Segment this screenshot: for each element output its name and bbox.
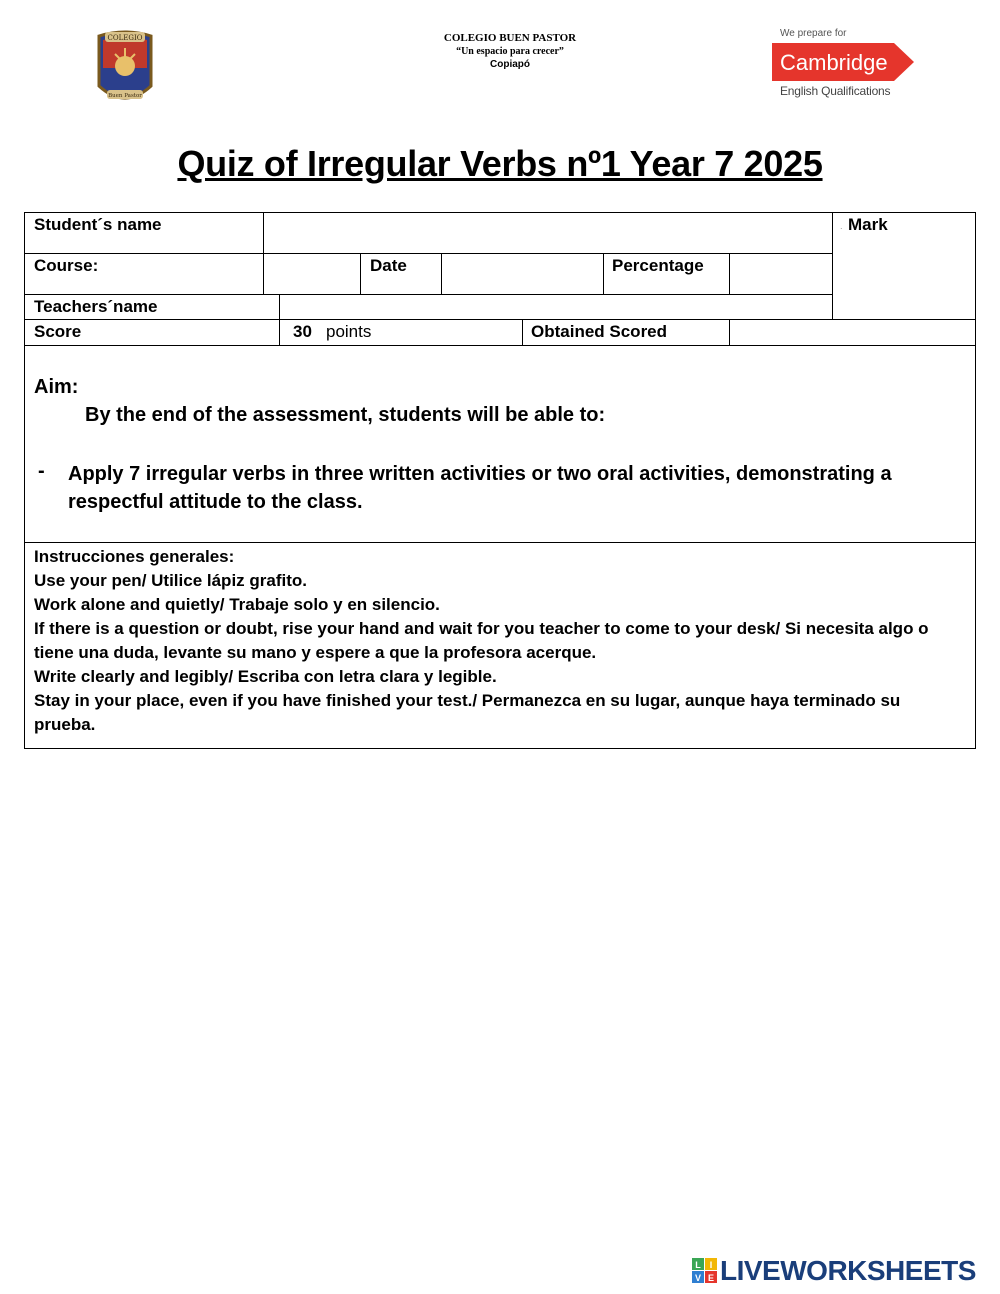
school-motto: “Un espacio para crecer” bbox=[456, 46, 564, 57]
school-crest-logo bbox=[95, 28, 155, 108]
info-col-divider bbox=[441, 253, 442, 294]
course-field[interactable] bbox=[266, 256, 358, 292]
mark-label: Mark bbox=[848, 215, 888, 234]
student-name-field[interactable] bbox=[266, 215, 830, 251]
svg-text:E: E bbox=[707, 1273, 715, 1283]
info-col-divider bbox=[729, 319, 730, 345]
liveworksheets-text: LIVEWORKSHEETS bbox=[720, 1255, 976, 1286]
student-name-label: Student´s name bbox=[34, 215, 162, 234]
instruction-line: If there is a question or doubt, rise your hand and wait for you teacher to come to your desk/ Si necesita algo o tiene una duda, levante su mano y espere a que la profesora acerque. bbox=[34, 619, 929, 662]
info-row-divider bbox=[24, 319, 976, 320]
instructions-title: Instrucciones generales: bbox=[34, 547, 235, 566]
instruction-line: Use your pen/ Utilice lápiz grafito. bbox=[34, 571, 307, 590]
info-col-divider bbox=[263, 212, 264, 294]
info-row-divider bbox=[24, 294, 833, 295]
svg-text:L: L bbox=[695, 1260, 701, 1270]
date-field[interactable] bbox=[444, 256, 601, 292]
score-value: 30 bbox=[293, 322, 312, 341]
aim-bullet: - bbox=[38, 460, 45, 482]
cambridge-logo bbox=[772, 28, 922, 100]
school-city: Copiapó bbox=[490, 59, 530, 70]
cambridge-qualifications-text: English Qualifications bbox=[780, 84, 891, 98]
obtained-score-field[interactable] bbox=[732, 322, 974, 344]
aim-intro: By the end of the assessment, students will be able to: bbox=[85, 404, 606, 426]
svg-text:Cambridge: Cambridge bbox=[780, 50, 888, 75]
info-col-divider bbox=[360, 253, 361, 294]
school-name: COLEGIO BUEN PASTOR bbox=[443, 32, 577, 44]
cambridge-prepare-text: We prepare for bbox=[780, 28, 847, 39]
svg-text:V: V bbox=[694, 1273, 702, 1283]
date-label: Date bbox=[370, 256, 407, 275]
percentage-field[interactable] bbox=[732, 256, 830, 292]
liveworksheets-icon bbox=[692, 1258, 718, 1284]
svg-text:I: I bbox=[709, 1260, 713, 1270]
aim-title: Aim: bbox=[34, 376, 79, 398]
school-header bbox=[400, 32, 620, 71]
score-label: Score bbox=[34, 322, 82, 341]
course-label: Course: bbox=[34, 256, 99, 275]
svg-text:Buen Pastor: Buen Pastor bbox=[108, 93, 142, 99]
mark-dot: . bbox=[840, 222, 843, 231]
info-col-divider bbox=[522, 319, 523, 345]
page-title: Quiz of Irregular Verbs nº1 Year 7 2025 bbox=[177, 143, 823, 184]
teacher-name-label: Teachers´name bbox=[34, 297, 158, 316]
teacher-name-field[interactable] bbox=[282, 297, 830, 317]
percentage-label: Percentage bbox=[612, 256, 704, 275]
aim-objective: Apply 7 irregular verbs in three written activities or two oral activities, demonstrating a respectful attitude to the class. bbox=[68, 463, 892, 513]
instruction-line: Write clearly and legibly/ Escriba con letra clara y legible. bbox=[34, 667, 497, 686]
info-col-divider bbox=[729, 253, 730, 294]
cambridge-badge bbox=[772, 43, 914, 81]
svg-text:COLEGIO: COLEGIO bbox=[107, 34, 143, 42]
obtained-score-label: Obtained Scored bbox=[531, 322, 668, 341]
info-col-divider bbox=[832, 212, 833, 319]
info-col-divider bbox=[279, 294, 280, 345]
instructions-section bbox=[34, 545, 964, 737]
mark-field[interactable] bbox=[836, 240, 974, 317]
info-col-divider bbox=[603, 253, 604, 294]
score-unit: points bbox=[326, 322, 372, 341]
instruction-line: Work alone and quietly/ Trabaje solo y en silencio. bbox=[34, 595, 440, 614]
info-row-divider bbox=[24, 253, 833, 254]
instruction-line: Stay in your place, even if you have finished your test./ Permanezca en su lugar, aunque haya terminado su prueba. bbox=[34, 691, 901, 734]
